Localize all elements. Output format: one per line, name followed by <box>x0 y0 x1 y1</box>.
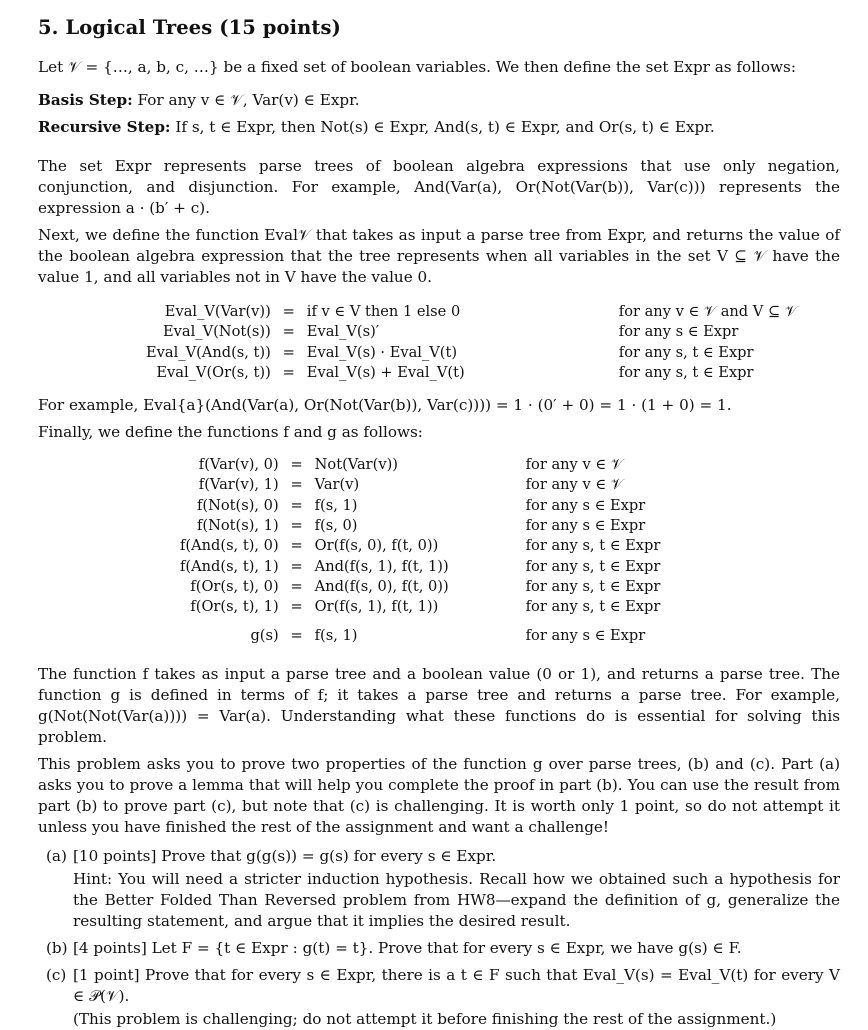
eval-rule-rhs: Eval_V(s) + Eval_V(t) <box>306 363 465 381</box>
fg-definition-table <box>180 455 660 646</box>
problem-title: 5. Logical Trees (15 points) <box>38 16 341 39</box>
fg-rule-row <box>180 475 660 495</box>
part-c <box>38 965 840 1030</box>
g-rule-lhs: g(s) <box>250 626 279 644</box>
part-a <box>38 846 840 932</box>
fg-rule-row <box>180 496 660 516</box>
fg-rule-condition: for any s, t ∈ Expr <box>525 557 661 575</box>
eval-rule-row <box>146 343 797 363</box>
equals-sign: = <box>282 303 295 320</box>
g-rule-row <box>180 618 660 646</box>
paragraph-expr-meaning: The set Expr represents parse trees of boolean algebra expressions that use only negation, conjunction, and disjunction. For example, And(Var(a), Or(Not(Var(b)), Var(c))) represents the expression a · (b′ + c). <box>38 157 840 217</box>
g-rule-condition: for any s ∈ Expr <box>525 626 646 644</box>
fg-rule-rhs: Or(f(s, 1), f(t, 1)) <box>314 598 439 616</box>
basis-step <box>38 90 840 111</box>
paragraph-problem-overview: This problem asks you to prove two properties of the function g over parse trees, (b) and (c). Part (a) asks you to prove a lemma that will help you complete the proof in part (b). You can use the result from part (b) to prove part (c), but note that (c) is challenging. It is worth only 1 point, so do not attempt it unless you have finished the rest of the assignment and want a challenge! <box>38 754 840 836</box>
equals-sign: = <box>282 323 295 341</box>
eval-rule-rhs: Eval_V(s) · Eval_V(t) <box>306 343 458 361</box>
part-text: [4 points] Let F = {t ∈ Expr : g(t) = t}. Prove that for every s ∈ Expr, we have g(s) ∈ F. <box>73 938 742 957</box>
part-label: (b) <box>46 938 68 957</box>
eval-rule-condition: for any s ∈ Expr <box>618 323 739 341</box>
fg-rule-condition: for any s, t ∈ Expr <box>525 537 661 555</box>
intro-text: Let 𝒱 = {…, a, b, c, …} be a fixed set of boolean variables. We then define the set Expr as follows: <box>38 58 796 76</box>
equals-sign: = <box>282 363 295 381</box>
fg-rule-row <box>180 557 660 577</box>
fg-rule-rhs: And(f(s, 1), f(t, 1)) <box>314 557 449 575</box>
fg-rule-lhs: f(Var(v), 0) <box>198 456 279 474</box>
fg-rule-rhs: And(f(s, 0), f(t, 0)) <box>314 577 449 595</box>
equals-sign: = <box>290 537 303 555</box>
basis-step-text: For any v ∈ 𝒱, Var(v) ∈ Expr. <box>137 91 360 109</box>
fg-rule-row <box>180 455 660 475</box>
eval-rule-condition: for any s, t ∈ Expr <box>618 343 754 361</box>
fg-rule-lhs: f(Not(s), 1) <box>197 517 279 535</box>
eval-rule-lhs: Eval_V(Or(s, t)) <box>156 363 271 381</box>
fg-intro: Finally, we define the functions f and g as follows: <box>38 423 423 442</box>
fg-rule-row <box>180 597 660 617</box>
fg-rule-rhs: f(s, 1) <box>314 496 358 514</box>
equals-sign: = <box>290 626 303 644</box>
equals-sign: = <box>290 577 303 595</box>
fg-rule-condition: for any s, t ∈ Expr <box>525 577 661 595</box>
fg-rule-rhs: Or(f(s, 0), f(t, 0)) <box>314 537 439 555</box>
part-text: [1 point] Prove that for every s ∈ Expr, there is a t ∈ F such that Eval_V(s) = Eval_V(t) for every V ∈ 𝒫(𝒱). <box>73 965 840 1005</box>
fg-rule-lhs: f(And(s, t), 0) <box>180 537 279 555</box>
eval-rule-rhs: if v ∈ V then 1 else 0 <box>306 303 461 320</box>
part-hint: Hint: You will need a stricter induction hypothesis. Recall how we obtained such a hypothesis for the Better Folded Than Reversed problem from HW8—expand the definition of g, generalize the resulting statement, and argue that it implies the desired result. <box>73 869 840 930</box>
fg-rule-lhs: f(And(s, t), 1) <box>180 557 279 575</box>
part-label: (c) <box>46 965 67 984</box>
recursive-step-text: If s, t ∈ Expr, then Not(s) ∈ Expr, And(s, t) ∈ Expr, and Or(s, t) ∈ Expr. <box>175 118 715 136</box>
fg-rule-condition: for any s ∈ Expr <box>525 517 646 535</box>
fg-rule-rhs: f(s, 0) <box>314 517 358 535</box>
fg-rule-condition: for any s ∈ Expr <box>525 496 646 514</box>
eval-rule-lhs: Eval_V(Not(s)) <box>163 323 271 341</box>
equals-sign: = <box>290 456 303 474</box>
basis-step-label: Basis Step: <box>38 91 133 109</box>
eval-rule-lhs: Eval_V(Var(v)) <box>164 303 271 320</box>
recursive-step <box>38 117 840 138</box>
equals-sign: = <box>290 557 303 575</box>
fg-rule-condition: for any v ∈ 𝒱 <box>525 456 623 474</box>
eval-rule-row <box>146 302 797 322</box>
g-rule-rhs: f(s, 1) <box>314 626 358 644</box>
eval-example: For example, Eval{a}(And(Var(a), Or(Not(Var(b)), Var(c)))) = 1 · (0′ + 0) = 1 · (1 + 0) = 1. <box>38 396 732 415</box>
eval-definition-table <box>146 302 797 383</box>
equals-sign: = <box>290 517 303 535</box>
equals-sign: = <box>290 476 303 494</box>
fg-rule-row <box>180 516 660 536</box>
fg-rule-row <box>180 577 660 597</box>
problem-parts <box>38 846 840 1030</box>
equals-sign: = <box>282 343 295 361</box>
fg-rule-lhs: f(Or(s, t), 0) <box>190 577 279 595</box>
fg-rule-lhs: f(Var(v), 1) <box>198 476 279 494</box>
part-note: (This problem is challenging; do not attempt it before finishing the rest of the assignment.) <box>73 1009 777 1028</box>
fg-rule-rhs: Var(v) <box>314 476 360 494</box>
equals-sign: = <box>290 496 303 514</box>
fg-rule-condition: for any s, t ∈ Expr <box>525 598 661 616</box>
paragraph-eval-definition: Next, we define the function Eval𝒱 that takes as input a parse tree from Expr, and returns the value of the boolean algebra expression that the tree represents when all variables in the set V ⊆ 𝒱 have the value 1, and all variables not in V have the value 0. <box>38 226 840 286</box>
part-b <box>38 938 840 959</box>
eval-rule-row <box>146 363 797 383</box>
fg-rule-lhs: f(Not(s), 0) <box>197 496 279 514</box>
recursive-step-label: Recursive Step: <box>38 118 171 136</box>
eval-rule-condition: for any v ∈ 𝒱 and V ⊆ 𝒱 <box>618 303 797 320</box>
fg-rule-rhs: Not(Var(v)) <box>314 456 398 474</box>
fg-rule-condition: for any v ∈ 𝒱 <box>525 476 623 494</box>
eval-rule-row <box>146 322 797 342</box>
part-label: (a) <box>46 846 67 865</box>
eval-rule-condition: for any s, t ∈ Expr <box>618 363 754 381</box>
part-text: [10 points] Prove that g(g(s)) = g(s) for every s ∈ Expr. <box>73 846 497 865</box>
equals-sign: = <box>290 598 303 616</box>
eval-rule-lhs: Eval_V(And(s, t)) <box>146 343 271 361</box>
problem-page <box>38 16 840 1030</box>
fg-rule-lhs: f(Or(s, t), 1) <box>190 598 279 616</box>
fg-rule-row <box>180 536 660 556</box>
paragraph-f-g-explanation: The function f takes as input a parse tree and a boolean value (0 or 1), and returns a parse tree. The function g is defined in terms of f; it takes a parse tree and returns a parse tree. For example, g(Not(Not(Var(a)))) = Var(a). Understanding what these functions do is essential for solving this problem. <box>38 664 840 746</box>
eval-rule-rhs: Eval_V(s)′ <box>306 323 380 341</box>
